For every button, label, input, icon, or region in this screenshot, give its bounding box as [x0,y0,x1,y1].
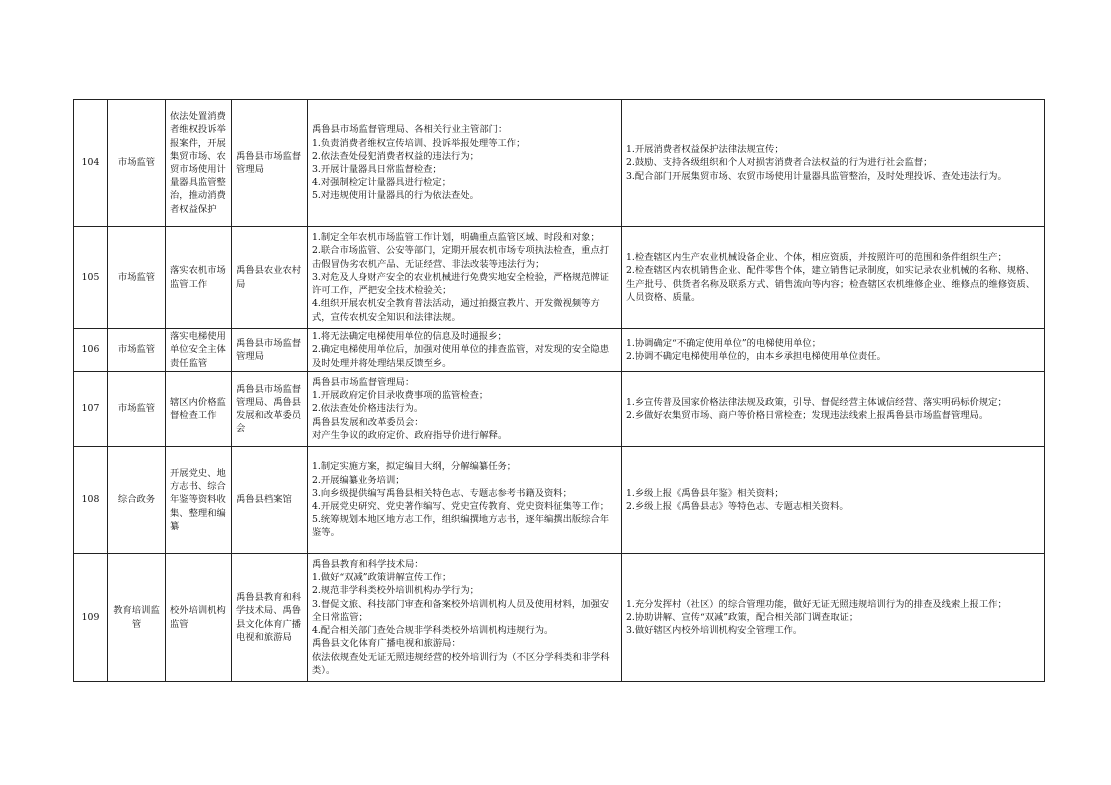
duty-line: 2.依法查处侵犯消费者权益的违法行为； [312,150,479,162]
duty-line: 禹鲁县市场监督管理局、各相关行业主管部门： [312,124,508,136]
township-duties-cell [622,329,1045,372]
department-cell: 禹鲁县市场监督管理局、禹鲁县发展和改革委员会 [232,372,308,447]
duty-line: 禹鲁县教育和科学技术局： [312,559,424,571]
table-row [74,447,1045,554]
table-row [74,100,1045,227]
duty-line: 1.做好“双减”政策讲解宣传工作； [312,572,452,584]
duty-line: 2.确定电梯使用单位后，加强对使用单位的排查监管，对发现的安全隐患及时处理并将处理结果反馈至乡。 [312,344,610,369]
duty-line: 2.规范非学科类校外培训机构办学行为； [312,585,479,597]
category-cell: 市场监管 [108,100,166,227]
duty-line: 4.开展党史研究、党史著作编写、党史宣传教育、党史资料征集等工作； [312,501,610,512]
item-number: 105 [74,227,108,329]
duty-line: 1.乡宣传普及国家价格法律法规及政策，引导、督促经营主体诚信经营、落实明码标价规定； [626,396,1007,408]
duty-line: 3.督促文旅、科技部门审查和备案校外培训机构人员及使用材料，加强安全日常监管； [312,598,610,623]
department-cell: 禹鲁县农业农村局 [232,227,308,329]
item-number: 104 [74,100,108,227]
duty-line: 4.配合相关部门查处合规非学科类校外培训机构违规行为。 [312,625,554,637]
duty-line: 4.对强制检定计量器具进行检定； [312,177,452,189]
table-row [74,554,1045,682]
department-duties-cell [308,329,622,372]
department-duties-cell [308,447,622,554]
duty-line: 2.检查辖区内农机销售企业、配件零售个体，建立销售记录制度，如实记录农业机械的名称、规格、生产批号、供货者名称及联系方式、销售流向等内容；检查辖区农机维修企业、维修点的维修资质、人员资格、质量。 [626,265,1036,303]
task-cell: 依法处置消费者维权投诉举报案件，开展集贸市场、农贸市场使用计量器具监管整治，推动消费者权益保护 [166,100,232,227]
task-cell: 落实农机市场监管工作 [166,227,232,329]
duty-line: 1.开展消费者权益保护法律法规宣传； [626,144,784,156]
task-cell: 落实电梯使用单位安全主体责任监管 [166,329,232,372]
duty-line: 2.乡做好农集贸市场、商户等价格日常检查；发现违法线索上报禹鲁县市场监督管理局。 [626,410,989,421]
duty-line: 1.充分发挥村（社区）的综合管理功能，做好无证无照违规培训行为的排查及线索上报工作； [626,598,1007,610]
duty-line: 4.组织开展农机安全教育普法活动，通过拍摄宣教片、开发微视频等方式，宣传农机安全知识和法律法规。 [312,298,600,323]
duty-line: 2.开展编纂业务培训； [312,474,405,486]
duty-line: 禹鲁县文化体育广播电视和旅游局： [312,638,461,650]
township-duties-cell [622,554,1045,682]
department-duties-cell [308,372,622,447]
township-duties-cell [622,100,1045,227]
duty-line: 2.依法查处价格违法行为。 [312,403,424,415]
item-number: 108 [74,447,108,554]
township-duties-cell [622,227,1045,329]
category-cell: 市场监管 [108,329,166,372]
category-cell: 教育培训监管 [108,554,166,682]
duty-line: 2.乡级上报《禹鲁县志》等特色志、专题志相关资料。 [626,501,849,512]
duty-line: 2.联合市场监管、公安等部门，定期开展农机市场专项执法检查，重点打击假冒伪劣农机产品、无证经营、非法改装等违法行为； [312,245,610,270]
department-cell: 禹鲁县档案馆 [232,447,308,554]
duty-line: 禹鲁县发展和改革委员会： [312,416,424,428]
duty-line: 2.协调不确定电梯使用单位的，由本乡承担电梯使用单位责任。 [626,351,886,362]
department-cell: 禹鲁县市场监督管理局 [232,100,308,227]
duty-line: 3.开展计量器具日常监督检查； [312,164,442,175]
item-number: 109 [74,554,108,682]
duty-line: 5.对违规使用计量器具的行为依法查处。 [312,190,479,202]
item-number: 106 [74,329,108,372]
township-duties-cell [622,372,1045,447]
duty-line: 1.负责消费者维权宣传培训、投诉举报处理等工作； [312,137,526,149]
table-row [74,329,1045,372]
duty-line: 1.制定实施方案，拟定编目大纲，分解编纂任务； [312,461,517,473]
duty-line: 3.对危及人身财产安全的农业机械进行免费实地安全检验，严格规范牌证许可工作，严把安全技术检验关； [312,271,610,297]
department-duties-cell [308,100,622,227]
category-cell: 综合政务 [108,447,166,554]
table-row [74,227,1045,329]
department-cell: 禹鲁县市场监督管理局 [232,329,308,372]
task-cell: 辖区内价格监督检查工作 [166,372,232,447]
category-cell: 市场监管 [108,227,166,329]
table-row [74,372,1045,447]
department-duties-cell [308,554,622,682]
duty-line: 禹鲁县市场监督管理局： [312,376,415,388]
duty-line: 1.检查辖区内生产农业机械设备企业、个体，相应资质，并按照许可的范围和条件组织生产； [626,252,1007,264]
duty-line: 3.配合部门开展集贸市场、农贸市场使用计量器具监管整治，及时处理投诉、查处违法行为。 [626,170,1007,182]
duty-line: 对产生争议的政府定价、政府指导价进行解释。 [312,429,508,441]
duty-line: 3.向乡级提供编写禹鲁县相关特色志、专题志参考书籍及资料； [312,487,572,499]
duty-line: 1.将无法确定电梯使用单位的信息及时通报乡； [312,331,507,343]
duty-line: 1.制定全年农机市场监管工作计划，明确重点监管区域、时段和对象； [312,232,600,244]
duty-line: 5.统筹规划本地区地方志工作，组织编撰地方志书，逐年编撰出版综合年鉴等。 [312,514,610,539]
item-number: 107 [74,372,108,447]
duty-line: 1.开展政府定价目录收费事项的监管检查； [312,390,489,402]
department-duties-cell [308,227,622,329]
township-duties-cell [622,447,1045,554]
department-cell: 禹鲁县教育和科学技术局、禹鲁县文化体育广播电视和旅游局 [232,554,308,682]
task-cell: 开展党史、地方志书、综合年鉴等资料收集、整理和编纂 [166,447,232,554]
task-cell: 校外培训机构监管 [166,554,232,682]
duty-line: 2.协助讲解、宣传“双减”政策，配合相关部门调查取证； [626,611,859,623]
category-cell: 市场监管 [108,372,166,447]
duty-line: 2.鼓励、支持各级组织和个人对损害消费者合法权益的行为进行社会监督； [626,157,933,169]
duty-line: 3.做好辖区内校外培训机构安全管理工作。 [626,625,803,637]
duty-line: 1.乡级上报《禹鲁县年鉴》相关资料； [626,487,784,499]
duty-line: 依法依规查处无证无照违规经营的校外培训行为（不区分学科类和非学科类）。 [312,651,610,676]
duty-line: 1.协调确定“不确定使用单位”的电梯使用单位； [626,337,822,349]
duty-table [73,99,1045,682]
